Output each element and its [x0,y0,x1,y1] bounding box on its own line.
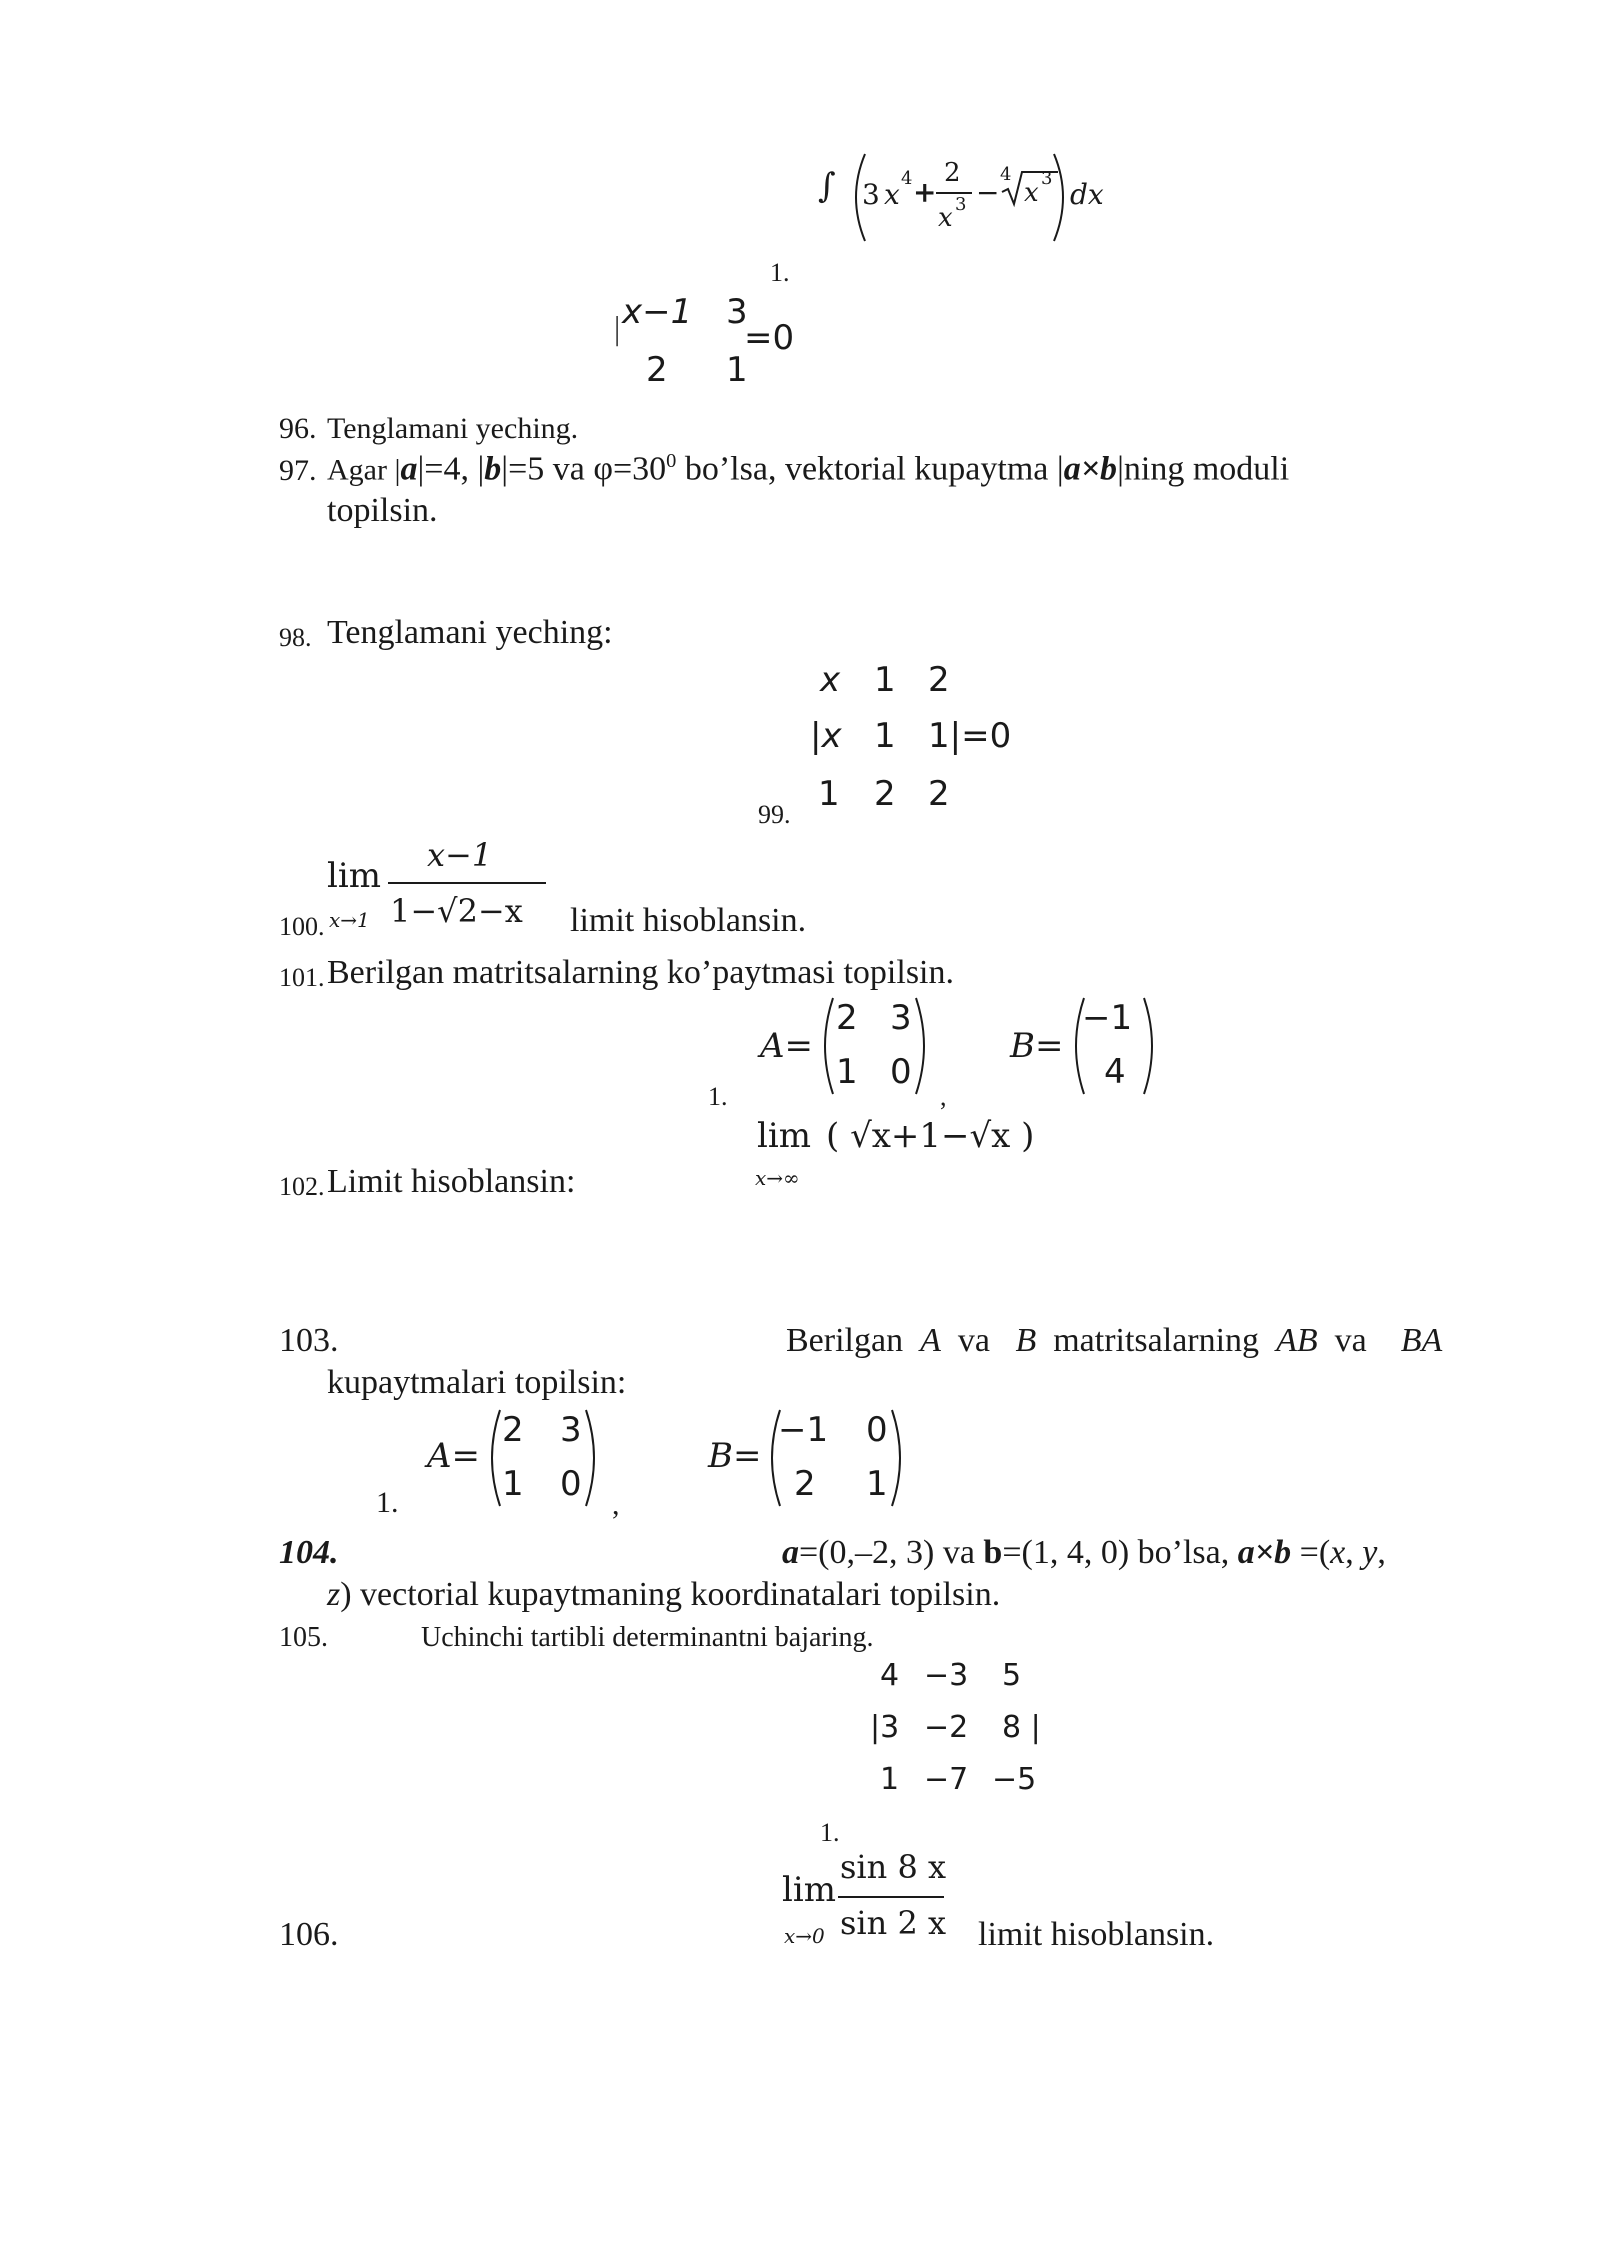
matrix-a-cell: 1 [502,1464,524,1504]
det-cell: 2 [646,350,668,390]
matrix-a-cell: 1 [836,1052,858,1092]
problem-number: 105. [279,1622,328,1653]
matrix-a-label: A= [427,1436,481,1476]
det3-cell: 1|=0 [928,716,1012,756]
problem-number: 101. [279,963,325,992]
problem-text: limit hisoblansin. [978,1916,1215,1953]
lim-word: lim [757,1116,811,1156]
coef: 3 [862,178,880,211]
fraction-bar [388,882,546,884]
lim-word: lim [782,1870,836,1910]
det3-cell: 1 [880,1762,900,1797]
fraction-numerator: sin 8 x [840,1848,947,1886]
problem-text-line2: topilsin. [327,492,438,529]
det-left-bar: | [612,312,623,347]
root-index: 4 [1000,164,1012,185]
item-number: 1. [708,1082,728,1111]
matrix-b-cell: 1 [866,1464,888,1504]
root-var: x [1024,178,1039,208]
det3-cell: 2 [928,660,950,700]
problem-text: Tenglamani yeching: [327,614,613,651]
matrix-a-cell: 2 [836,998,858,1038]
frac-den-exp: 3 [955,194,967,215]
matrix-a-right-paren [580,1406,604,1510]
root-exp: 3 [1041,168,1053,189]
fraction-numerator: x−1 [427,836,493,874]
problem-text: Berilgan matritsalarning ko’paytmasi topilsin. [327,954,954,991]
item-number: 1. [376,1486,399,1519]
fraction-denominator: 1−√2−x [390,892,523,930]
det3-cell: x [820,660,841,700]
fraction-bar [936,192,972,194]
problem-number: 97. [279,454,317,487]
lim-subscript: x→0 [784,1924,825,1948]
separator-comma: , [940,1082,947,1111]
matrix-b-cell: −1 [778,1410,829,1450]
det3-cell: 4 [880,1658,900,1693]
matrix-b-right-paren [1138,994,1162,1098]
lim-subscript: x→1 [329,908,370,932]
problem-text-line2: kupaytmalari topilsin: [327,1364,627,1401]
det3-cell: 1 [874,716,896,756]
problem-text: a=(0,–2, 3) va b=(1, 4, 0) bo’lsa, a×b =(x, y, [782,1534,1386,1571]
det3-cell: |3 [870,1710,900,1745]
problem-text: Agar |a|=4, |b|=5 va $\varphi=30^0$ bo’lsa, vektorial kupaytma |a×b|ning moduli [327,450,1290,488]
matrix-b-label: B= [708,1436,762,1476]
matrix-a-cell: 0 [560,1464,582,1504]
item-number: 1. [820,1818,840,1847]
matrix-b-cell: 0 [866,1410,888,1450]
fraction-bar [838,1896,944,1898]
matrix-a-cell: 0 [890,1052,912,1092]
matrix-b-label: B= [1010,1026,1064,1066]
problem-number: 104. [279,1534,339,1571]
integral-sign: ∫ [818,166,836,206]
lim-word: lim [327,856,381,896]
problem-number: 100. [279,912,325,941]
problem-text: Limit hisoblansin: [327,1163,576,1200]
separator-comma: , [612,1488,620,1521]
problem-number: 99. [758,800,791,829]
matrix-a-cell: 3 [890,998,912,1038]
limit-expression: ( √x+1−√x ) [826,1116,1035,1156]
det3-cell: −3 [924,1658,969,1693]
plus-sign: + [913,176,937,209]
det-cell: x−1 [622,292,693,332]
problem-number: 96. [279,412,317,445]
item-number: 1. [770,258,790,287]
det3-cell: −7 [924,1762,969,1797]
matrix-b-cell: 4 [1104,1052,1126,1092]
problem-number: 102. [279,1172,325,1201]
exp-4: 4 [901,168,913,189]
det3-cell: 1 [818,774,840,814]
matrix-a-cell: 2 [502,1410,524,1450]
problem-text: Tenglamani yeching. [327,412,579,445]
problem-text: limit hisoblansin. [570,902,807,939]
det-equals: =0 [744,318,795,358]
problem-text-line2: z) vectorial kupaytmaning koordinatalari topilsin. [327,1576,1001,1613]
det-cell: 1 [726,350,748,390]
det3-cell: 8 | [1002,1710,1041,1745]
problem-text: Berilgan A va B matritsalarning AB va BA [786,1322,1443,1359]
det3-cell: −2 [924,1710,969,1745]
matrix-a-label: A= [760,1026,814,1066]
fraction-denominator: sin 2 x [840,1904,947,1942]
matrix-b-cell: 2 [794,1464,816,1504]
lim-subscript: x→∞ [755,1166,800,1190]
det3-cell: 1 [874,660,896,700]
frac-den-var: x [938,203,953,233]
det3-cell: |x [810,716,842,756]
det-cell: 3 [726,292,748,332]
det3-cell: 2 [874,774,896,814]
matrix-a-cell: 3 [560,1410,582,1450]
problem-number: 98. [279,623,312,652]
matrix-a-right-paren [910,994,934,1098]
det3-cell: −5 [992,1762,1037,1797]
problem-number: 106. [279,1916,339,1953]
det3-cell: 5 [1002,1658,1022,1693]
minus-sign: − [976,176,1000,209]
var-x: x [884,178,900,211]
problem-number: 103. [279,1322,339,1359]
det3-cell: 2 [928,774,950,814]
problem-text: Uchinchi tartibli determinantni bajaring. [421,1622,874,1653]
matrix-b-right-paren [886,1406,910,1510]
frac-numerator: 2 [944,158,961,188]
dx: dx [1070,178,1104,211]
matrix-b-cell: −1 [1082,998,1133,1038]
